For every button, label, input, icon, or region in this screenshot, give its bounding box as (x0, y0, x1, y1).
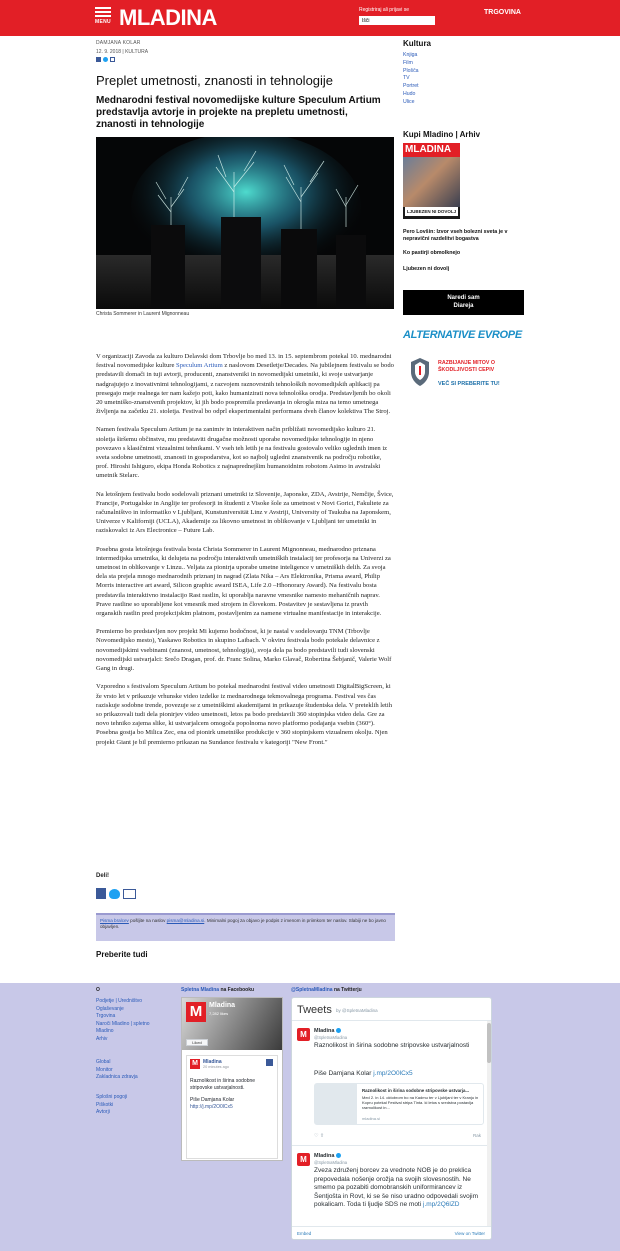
twitter-widget (291, 997, 492, 1240)
letters-email-link[interactable]: pisma@mladina.si (166, 918, 205, 923)
notice-text: pošljite na naslov (128, 918, 167, 923)
sidebar-article-link[interactable]: Ljubezen ni dovolj (403, 266, 450, 272)
tweet-author[interactable] (314, 1153, 341, 1159)
verified-icon (336, 1153, 341, 1158)
sidebar-article-link[interactable]: Ko pastirji obmolknejo (403, 250, 461, 256)
diareja-line: Naredi sam (447, 295, 480, 301)
view-on-twitter-link[interactable]: View on Twitter (454, 1231, 485, 1236)
read-more-link[interactable]: VEČ SI PREBERITE TU! (438, 381, 500, 387)
verified-icon (336, 1028, 341, 1033)
footer-link[interactable]: Zakladnica zdravja (96, 1074, 138, 1080)
culture-link[interactable]: Plošča (403, 67, 419, 74)
tweet-author-line (314, 1070, 484, 1079)
tweet-actions-icon[interactable]: ♡ ⇪ (314, 1133, 325, 1139)
tweet-author-name: Mladina (314, 1028, 335, 1034)
facebook-widget (181, 997, 283, 1161)
hamburger-icon-bar (95, 15, 111, 17)
tweets-by-link[interactable]: by @SpletnaMladina (336, 1008, 378, 1013)
search-input[interactable] (359, 16, 435, 25)
article-author[interactable]: DAMJANA KOLAR (96, 40, 141, 46)
share-label: Deli! (96, 873, 110, 879)
facebook-post (186, 1055, 278, 1159)
sidebar-culture-heading[interactable]: Kultura (403, 39, 431, 48)
diareja-banner[interactable] (403, 290, 524, 315)
login-link[interactable]: Registriraj ali prijavi se (359, 7, 410, 13)
shield-icon (410, 357, 430, 387)
magazine-cover[interactable] (403, 143, 460, 219)
page-title: Preplet umetnosti, znanosti in tehnologije (96, 73, 334, 88)
facebook-page-banner[interactable] (182, 998, 282, 1050)
footer-link[interactable]: Naroči Mladino | spletno Mladino (96, 1020, 150, 1034)
footer-link[interactable]: Oglaševanje (96, 1005, 124, 1012)
footer-link[interactable]: Global (96, 1059, 111, 1065)
share-bottom (96, 888, 136, 899)
tweet-link-card[interactable] (314, 1083, 484, 1125)
buy-mladina-link[interactable]: Kupi Mladino (403, 130, 454, 139)
divider (292, 1145, 491, 1146)
article-paragraph: Vzporedno s festivalom Speculum Artium bo potekal mednarodni festival video umetnosti DigitalBigScreen, ki že vrsto let v prikazuje vrhunske video izdelke iz mednarodnega tekmovalnega programa. Festival ves čas raziskuje sodobne trende, povezuje se z umetniškimi akademijami in prikazuje študentska dela. V preteklih letih so prikazovali tudi dela pionirjev video umetnosti, letos pa bodo predstavili 360 stopinjska video dela. Gre za novo tehniko zajema slike, ki ustvarjalcem omogoča popolnoma novo platformo podajanja vsebin (360°). Posebna gostja bo Milica Zec, ena od pionirk umetniške produkcije v 360 stopinjskem vizualnem okolju. Njen projekt Giant je bil premierno prikazan na Sundance festivalu v kategoriji "New Front." (96, 683, 393, 746)
footer-link[interactable]: Monitor (96, 1066, 113, 1073)
vaccine-myths-link[interactable]: RAZBIJANJE MITOV O ŠKODLJIVOSTI CEPIV (438, 360, 495, 373)
twitter-page-link[interactable]: @SpletnaMladina (291, 987, 333, 993)
card-domain: mladina.si (362, 1116, 381, 1121)
twitter-heading-text: na Twitterju (332, 987, 362, 993)
read-also-heading: Preberite tudi (96, 950, 148, 959)
article-paragraph (96, 352, 394, 416)
menu-label: MENU (95, 19, 111, 25)
article-date-category: 12. 9. 2018 | KULTURA (96, 49, 149, 55)
article-paragraph: Na letošnjem festivalu bodo sodelovali priznani umetniki iz Slovenije, Japonske, ZDA, Avstrije, Nemčije, Švice, Francije, Portugalske in Anglije ter profesorji in študenti z Visoke šole za umetnost v Novi Gorici, Fakultete za računalništvo in informatiko v Ljubljani, Kunstuniversität Linz v Avstriji, University of Tsukuba na Japonskem, Univerze v Kaliforniji (UCLA), Akademije za likovno umetnost in oblikovanje v Ljubljani ter umetniki in raziskovalci iz Ars Electronice – Future Lab. (96, 490, 394, 535)
alternative-europe-banner[interactable]: ALTERNATIVE EVROPE (403, 329, 522, 341)
footer-links-b (96, 1059, 138, 1082)
fb-likes-count: 7,282 likes (209, 1011, 229, 1016)
fb-post-author: Piše Damjana Kolar (190, 1097, 235, 1103)
fb-page-name: Mladina (209, 1002, 236, 1009)
culture-link[interactable]: Ulice (403, 98, 415, 105)
footer-link[interactable]: Trgovina (96, 1013, 116, 1019)
letters-link[interactable]: Pisma bralcev (100, 918, 129, 923)
culture-links (403, 52, 419, 107)
menu-button[interactable] (95, 7, 111, 29)
card-description: Med 2. in 14. oktobrom bo na Kadmu ter v Ljubljani ter v Kranju in Kopru potekal Festival stripa Tinta. ki letos s sredstva postavlja razmolikost in... (362, 1095, 479, 1110)
footer-link[interactable]: Splošni pogoji (96, 1094, 128, 1100)
mladina-logo-icon: M (186, 1002, 206, 1022)
tweet-author-text: Piše Damjana Kolar (314, 1070, 374, 1077)
article-body (96, 352, 394, 756)
facebook-heading-text: na Facebooku (219, 987, 255, 993)
fb-like-button[interactable]: Liked (186, 1039, 208, 1046)
archive-link[interactable]: Arhiv (459, 130, 481, 139)
scrollbar-thumb[interactable] (487, 1023, 491, 1063)
share-top (96, 57, 115, 62)
tweet-author-name: Mladina (314, 1153, 335, 1159)
footer-links-c (96, 1094, 127, 1117)
mail-icon[interactable] (110, 57, 115, 62)
facebook-icon[interactable] (96, 57, 101, 62)
fb-post-name[interactable]: Mladina (203, 1059, 222, 1065)
tweets-title: Tweets (297, 1004, 332, 1016)
paragraph-text: z naslovom Desetletje/Decades. Na jubilejnem festivalu se bodo predstavili domači in tuji avtorji, producenti, znanstveniki in novomedijski umetniki, ki svoje ustvarjanje nadgrajujejo z inovativnimi tehnologijami, z razvojem raznovrstnih tehnoloških novomedijskih aplikacij pa presegajo meje realnega ter nam kažejo poti, kako humanizirati nova tehnološka orodja. Predstavljenih bo okoli 20 umetniško-znanstvenih projektov, ki jih bodo pospremila predavanja in okrogla miza na temo umetnega življenja na začetku 21. stoletja. Festival bo odprl eksperimentalni performans dveh članov kolektiva The Stroj. (96, 362, 394, 416)
cover-photo (403, 157, 460, 207)
tweet-text: Raznolikost in širina sodobne stripovske ustvarjalnosti (314, 1042, 470, 1049)
culture-link[interactable]: Knjiga (403, 52, 418, 58)
footer-link[interactable]: Piškotki (96, 1101, 114, 1108)
footer-link[interactable]: Podjetje | Uredništvo (96, 998, 143, 1004)
speculum-artium-link[interactable]: Speculum Artium (176, 362, 223, 370)
tweet-time[interactable]: Rak (472, 1133, 481, 1138)
culture-link[interactable]: Portret (403, 83, 419, 90)
twitter-icon[interactable] (103, 57, 108, 62)
cover-masthead: MLADINA (403, 143, 460, 157)
installation-photo (96, 137, 394, 309)
tweet-avatar[interactable]: M (297, 1153, 310, 1166)
twitter-widget-footer (292, 1226, 491, 1240)
tweet-link[interactable]: j.mp/2Q6lZD (423, 1201, 460, 1209)
tweet-link[interactable]: j.mp/2O0lCx5 (373, 1070, 413, 1077)
top-bar (0, 0, 620, 36)
culture-link[interactable]: Film (403, 59, 413, 66)
letters-notice (96, 913, 395, 941)
tweet-handle[interactable]: @SpletnaMladina (314, 1160, 348, 1165)
hamburger-icon (95, 7, 111, 9)
tweet-handle[interactable]: @SpletnaMladina (314, 1035, 348, 1040)
shop-link[interactable]: TRGOVINA (484, 9, 521, 16)
card-title: Raznolikost in širina sodobne stripovske ustvarja... (362, 1088, 470, 1093)
fb-post-text (190, 1078, 276, 1111)
tweets-scrollbar[interactable] (487, 1021, 491, 1226)
sidebar-article-link[interactable]: Pero Lovšin: Izvor vseh bolezni sveta je v nepravični razdelitvi bogastva (403, 229, 508, 242)
embed-link[interactable]: Embed (297, 1231, 312, 1236)
buy-archive-heading (403, 130, 480, 139)
heading-separator: | (455, 130, 460, 139)
cover-tagline: LJUBEZEN NI DOVOLJ (406, 209, 457, 214)
footer-heading-o: O (96, 987, 100, 993)
article-hero-image (96, 137, 394, 309)
footer-link[interactable]: Avtorji (96, 1109, 110, 1115)
article-paragraph: Premierno bo predstavljen nov projekt Mi kujemo bodočnost, ki je nastal v sodelovanju TNM (Trbovlje Novomedijsko mesto), Yaskawo Robotics in skupino Laibach. V okviru festivala bodo potekale delavnice z novomedijskimi vsebinami (znanost, umetnost, tehnologija), svoja dela pa bodo predstavili tudi slovenski novomedijski ustvarjalci: Srečo Dragan, prof. dr. Franc Solina, Marko Glavač, Robertina Šebjanič, Valerie Wolf Gang in drugi. (96, 628, 392, 673)
fb-post-avatar: M (190, 1059, 200, 1069)
footer-link[interactable]: Arhiv (96, 1035, 108, 1042)
tweet-avatar[interactable]: M (297, 1028, 310, 1041)
facebook-page-link[interactable]: Spletna Mladina (181, 987, 220, 993)
fb-post-time: 20 minutes ago (203, 1065, 229, 1069)
tweet-body: Zveza združenj borcev za vrednote NOB je do preklica prepovedala nošenje orožja na svojih slovesnostih. Ne smemo pa pozabiti domobranskih uniformirancev iz Šentjošta in Rovt, ki se še niso uradno odpovedali svojim pokalicam. Toda ti ljudje SDS ne moti (314, 1167, 479, 1209)
site-logo[interactable]: MLADINA (119, 5, 217, 30)
article-paragraph: Namen festivala Speculum Artium je na zanimiv in interaktiven način približati novomedijsko kulturo 21. stoletja širšemu občinstvu, mu predstaviti drugačne možnosti uporabe novomedijske tehnologije in njeno povezavo s klasičnimi vizualnimi tehnikami. V vseh teh letih je na festivalu gostovalo veliko uglednih imen iz sveta sodobne umetnosti, znanosti in gospodarstva, kot so najbolj ugledni znanstvenik na področju robotike, prof. Hiroshi Ishiguro, ekipa Honda Robotics z najnaprednejšim humanoidnim robotom Asimo in avstralski umetnik Stelarc. (96, 426, 388, 480)
article-subtitle: Mednarodni festival novomedijske kulture Speculum Artium predstavlja avtorje in projekte na prepletu umetnosti, znanosti in tehnologije (96, 95, 381, 130)
footer-links-a (96, 998, 166, 1043)
mail-share-icon[interactable] (123, 889, 136, 899)
tweet-author[interactable] (314, 1028, 341, 1034)
diareja-line: Diareja (453, 303, 474, 309)
document-icon (315, 1084, 357, 1124)
culture-link[interactable]: Hudo (403, 90, 416, 97)
notice-text: . Minimalni pogoj za objavo je podpis z imenom in priimkom ter naslov. Slabiji ne bo javno objavljen. (100, 918, 386, 929)
fb-post-body: Raznolikost in širina sodobne stripovske ustvarjalnosti. (190, 1078, 256, 1091)
twitter-share-icon[interactable] (109, 889, 120, 899)
article-paragraph: Posebna gosta letošnjega festivala bosta Christa Sommerer in Laurent Mignonneau, mednarodno priznana intermedijska umetnika, ki delujeta na področju interaktivnih umetniških instalacij ter profesorja na Univerzi za umetnost in oblikovanje v Linzu.. Veljata za pionirja uporabe umetne inteligence v umetniških delih. Za svoja dela sta prejela mnogo mednarodnih priznanj in nagrad (Zlata Nika – Ars Elektronika, Prisma award, Philip Morris interactive art award, Silicon graphic award ISEA, Life 2.0 –Hhonorary Award). Na festivalu bosta predstavila interaktivno instalacijo Rast rastlin, ki uporablja naravne vmesnike namesto mehaničnih naprav. Prave rastline so uporabljene kot vmesnik med strojem in človekom. Postavitev je sestavljena iz pravih organskih rastlin pred projekcijskim platnom, postavljenim za namene virtualne manifestacije in interakcije. (96, 545, 391, 618)
facebook-heading (181, 987, 254, 993)
culture-link[interactable]: TV (403, 75, 410, 82)
facebook-share-icon[interactable] (96, 888, 106, 899)
hamburger-icon-bar (95, 11, 111, 13)
fb-post-link[interactable]: http://j.mp/2O0lCx5 (190, 1104, 233, 1110)
facebook-icon (266, 1059, 273, 1066)
divider (292, 1020, 491, 1021)
tweet-text (314, 1167, 484, 1225)
paragraph-text: V organizaciji Zavoda za kulturo Delavski dom Trbovlje bo med 13. in 15. septembrom potekal 10. mednarodni festival novomedijske kulture (96, 353, 392, 370)
twitter-heading (291, 987, 362, 993)
image-caption: Christa Sommerer in Laurent Mignonneau (96, 311, 190, 317)
